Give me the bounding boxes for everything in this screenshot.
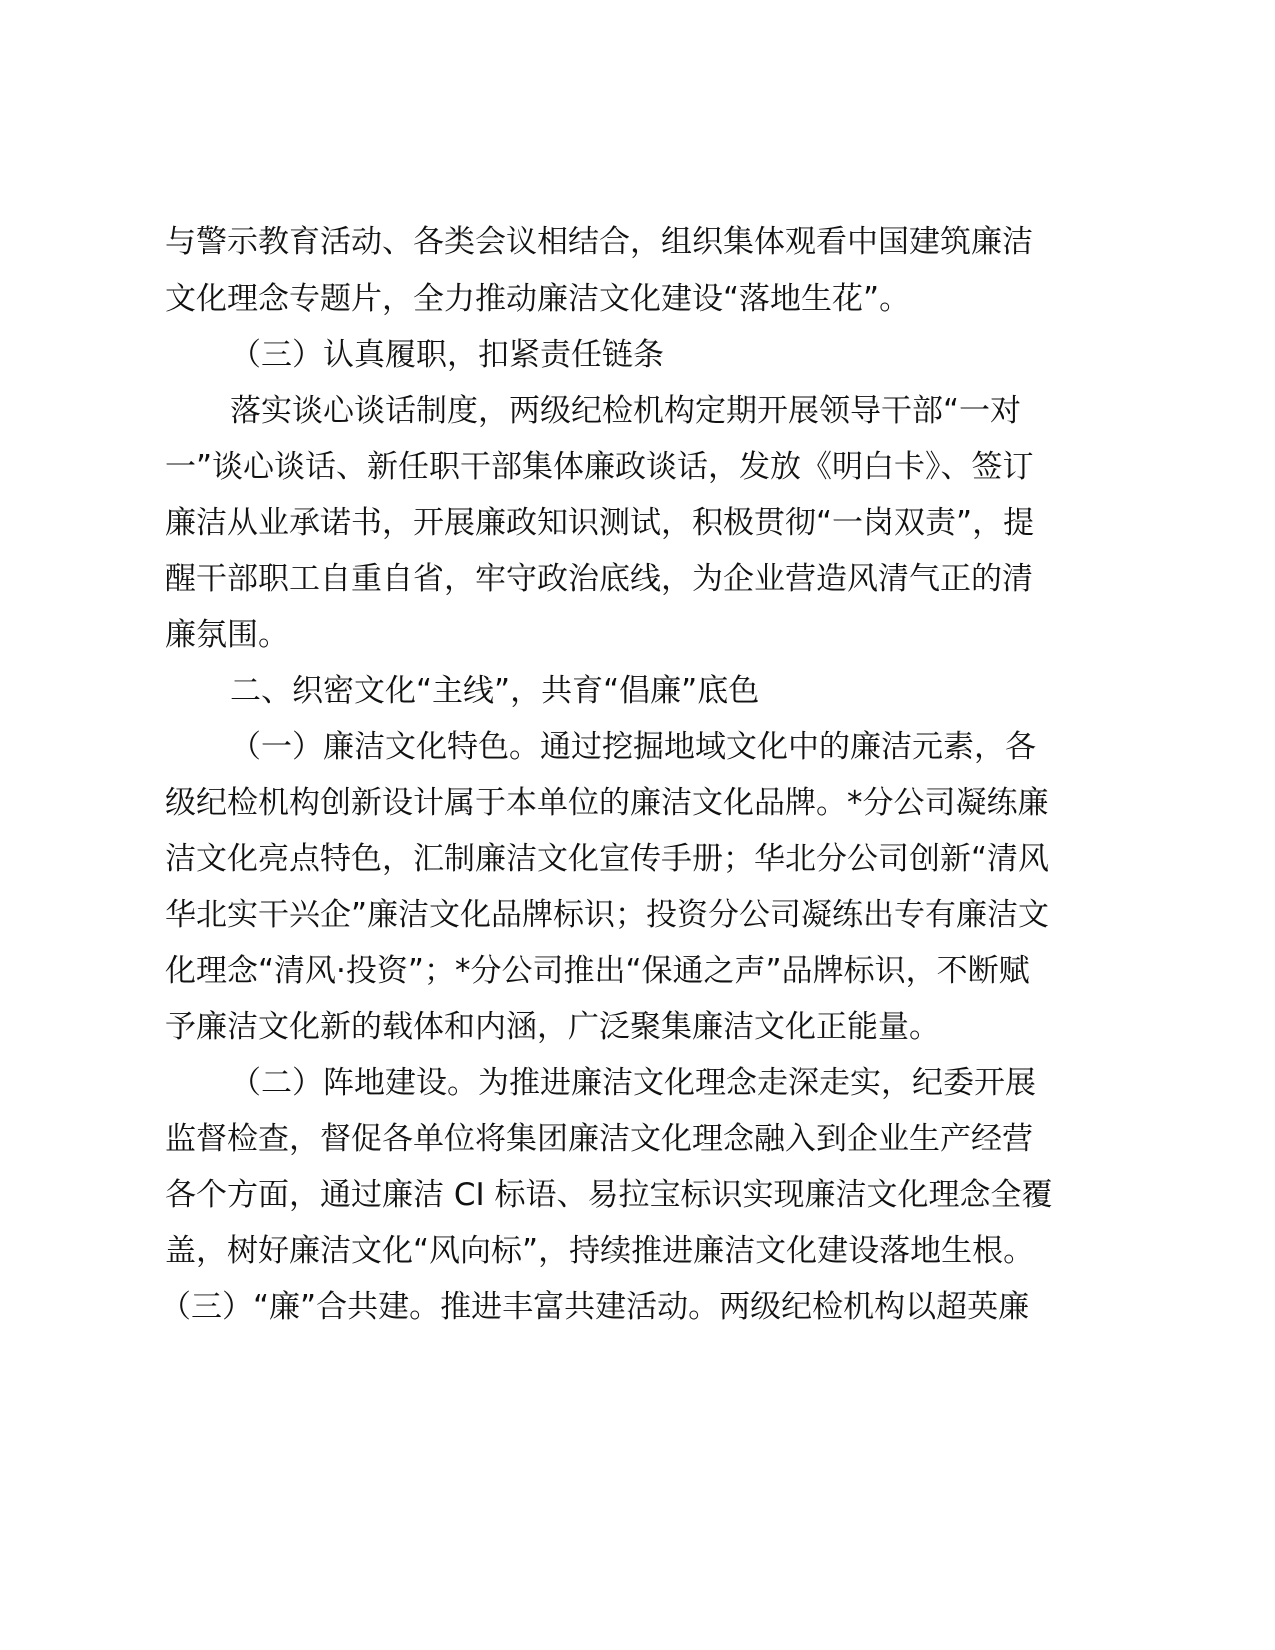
body-text-line: 监督检查，督促各单位将集团廉洁文化理念融入到企业生产经营 bbox=[165, 1121, 1033, 1157]
body-text-line: 醒干部职工自重自省，牢守政治底线，为企业营造风清气正的清 bbox=[165, 561, 1033, 597]
body-text-line: 予廉洁文化新的载体和内涵，广泛聚集廉洁文化正能量。 bbox=[165, 1009, 940, 1045]
body-text-line: 廉氛围。 bbox=[165, 617, 289, 653]
paragraph-first-line: （一）廉洁文化特色。通过挖掘地域文化中的廉洁元素，各 bbox=[230, 729, 1036, 765]
section-heading: （三）认真履职，扣紧责任链条 bbox=[230, 337, 664, 373]
body-text-line: 一”谈心谈话、新任职干部集体廉政谈话，发放《明白卡》、签订 bbox=[165, 449, 1034, 485]
paragraph-first-line: （三）“廉”合共建。推进丰富共建活动。两级纪检机构以超英廉 bbox=[160, 1289, 1030, 1325]
body-text-line: 廉洁从业承诺书，开展廉政知识测试，积极贯彻“一岗双责”，提 bbox=[165, 505, 1035, 541]
body-text-line: 盖，树好廉洁文化“风向标”，持续推进廉洁文化建设落地生根。 bbox=[165, 1233, 1035, 1269]
chapter-heading: 二、织密文化“主线”，共育“倡廉”底色 bbox=[230, 673, 760, 709]
paragraph-first-line: （二）阵地建设。为推进廉洁文化理念走深走实，纪委开展 bbox=[230, 1065, 1036, 1101]
body-text-line: 文化理念专题片，全力推动廉洁文化建设“落地生花”。 bbox=[165, 281, 911, 317]
body-text-line: 洁文化亮点特色，汇制廉洁文化宣传手册；华北分公司创新“清风 bbox=[165, 841, 1050, 877]
body-text-line: 华北实干兴企”廉洁文化品牌标识；投资分公司凝练出专有廉洁文 bbox=[165, 897, 1050, 933]
body-text-line: 与警示教育活动、各类会议相结合，组织集体观看中国建筑廉洁 bbox=[165, 224, 1033, 260]
paragraph-first-line: 落实谈心谈话制度，两级纪检机构定期开展领导干部“一对 bbox=[230, 393, 1022, 429]
body-text-line: 化理念“清风·投资”；*分公司推出“保通之声”品牌标识，不断赋 bbox=[165, 953, 1030, 989]
body-text-line: 级纪检机构创新设计属于本单位的廉洁文化品牌。*分公司凝练廉 bbox=[165, 785, 1049, 821]
body-text-line: 各个方面，通过廉洁 CI 标语、易拉宝标识实现廉洁文化理念全覆 bbox=[165, 1177, 1053, 1213]
